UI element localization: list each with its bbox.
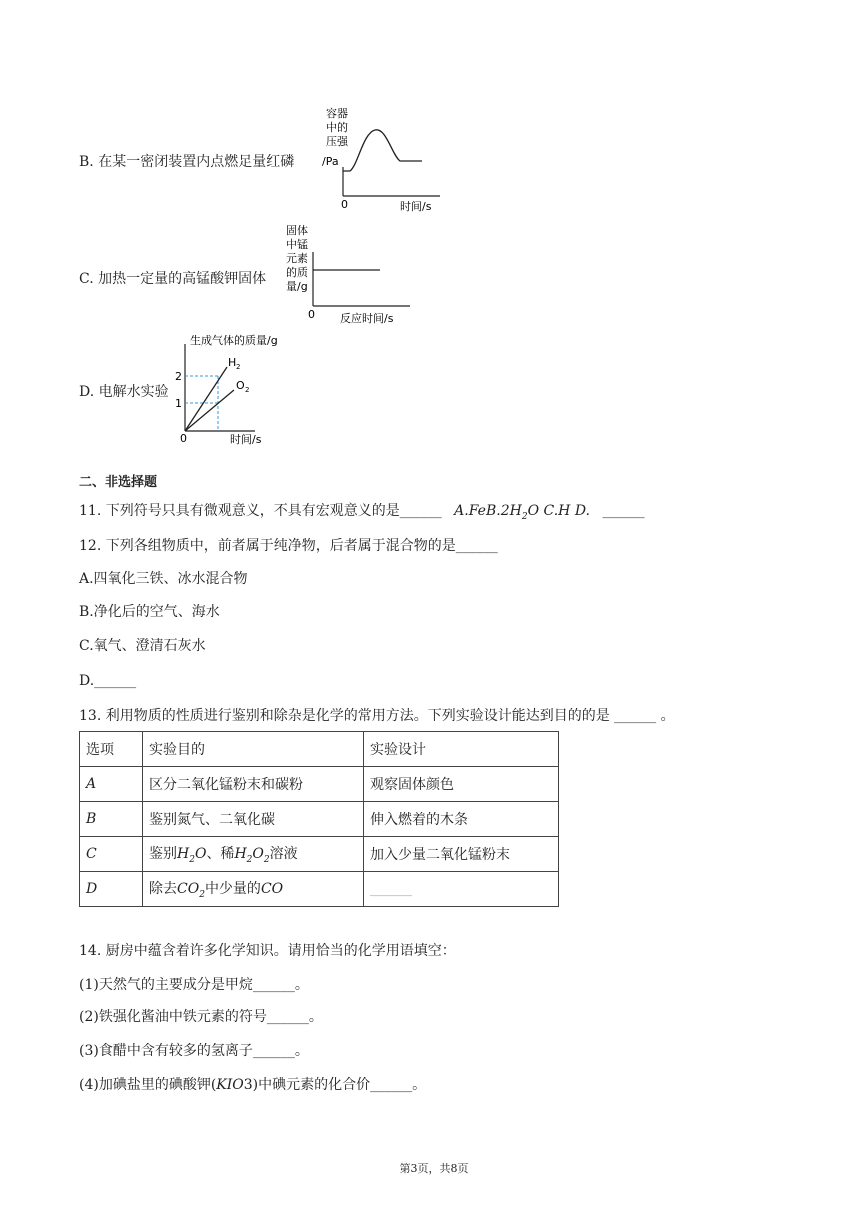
q14-part-4-pre: (4)加碘盐里的碘酸钾( — [79, 1077, 217, 1093]
q11-formula: A.FeB.2H — [454, 503, 522, 519]
question-14: 14. 厨房中蕴含着许多化学知识。请用恰当的化学用语填空： — [79, 943, 456, 959]
row-c-design: 加入少量二氧化锰粉末 — [364, 837, 559, 872]
row-d-design-blank[interactable]: ______ — [364, 872, 559, 907]
gas-origin: 0 — [180, 432, 187, 445]
gas-ytick-2: 2 — [175, 370, 182, 383]
q12-option-d[interactable]: D.______ — [79, 673, 137, 689]
section-heading: 二、非选择题 — [79, 475, 158, 490]
experiment-table — [79, 731, 559, 907]
option-d-label: D. 电解水实验 — [79, 384, 169, 400]
mn-ylabel-1: 固体 — [286, 224, 308, 237]
row-b-design: 伸入燃着的木条 — [364, 802, 559, 837]
pressure-ylabel-4: /Pa — [322, 155, 339, 168]
header-goal: 实验目的 — [143, 732, 364, 767]
q11-text: 11. 下列符号只具有微观意义，不具有宏观意义的是______ — [79, 503, 442, 519]
q14-part-4 — [79, 1076, 426, 1094]
option-b-label: B. 在某一密闭装置内点燃足量红磷 — [79, 154, 295, 170]
table-row — [80, 872, 559, 907]
h2-line — [185, 367, 227, 431]
table-row — [80, 837, 559, 872]
row-d-goal — [143, 872, 364, 907]
mn-ylabel-5: 量/g — [286, 280, 308, 293]
row-c-formula-2-sub2: 2 — [263, 854, 270, 865]
q11-formula-rest: O C.H D. — [527, 503, 590, 519]
table-row — [80, 802, 559, 837]
row-d-goal-mid: 中少量的 — [204, 881, 261, 898]
row-b-goal: 鉴别氮气、二氧化碳 — [143, 802, 364, 837]
row-c-option: C — [80, 837, 143, 872]
electrolysis-graph — [170, 330, 300, 450]
pressure-origin: 0 — [341, 198, 348, 211]
mn-xlabel: 反应时间/s — [340, 312, 394, 325]
o2-label: O — [236, 379, 245, 392]
q11-formula-sub: 2 — [521, 511, 528, 522]
h2-label: H — [228, 356, 237, 369]
row-d-formula-1-sub: 2 — [199, 889, 205, 900]
table-header-row — [80, 732, 559, 767]
pressure-curve — [343, 130, 422, 171]
header-option: 选项 — [80, 732, 143, 767]
row-c-goal — [143, 837, 364, 872]
mn-ylabel-4: 的质 — [286, 266, 308, 279]
manganese-graph — [280, 222, 420, 332]
q14-part-4-mid: 3)中碘元素的化合价 — [243, 1077, 371, 1093]
mn-ylabel-2: 中锰 — [286, 238, 308, 251]
pressure-ylabel-3: 压强 — [326, 135, 348, 148]
o2-line — [185, 390, 234, 431]
q14-part-4-blank[interactable]: ______。 — [370, 1077, 427, 1093]
option-c-label: C. 加热一定量的高锰酸钾固体 — [79, 271, 267, 287]
q14-part-1: (1)天然气的主要成分是甲烷______。 — [79, 977, 309, 993]
row-d-goal-pre: 除去 — [149, 881, 177, 898]
q12-option-a: A.四氧化三铁、冰水混合物 — [79, 571, 248, 587]
row-a-design: 观察固体颜色 — [364, 767, 559, 802]
o2-label-sub: 2 — [245, 386, 250, 394]
row-a-option: A — [80, 767, 143, 802]
row-c-formula-1-sub: 2 — [189, 854, 195, 865]
page-footer: 第3页，共8页 — [399, 1162, 469, 1175]
mn-ylabel-3: 元素 — [286, 252, 308, 265]
pressure-ylabel-1: 容器 — [326, 107, 348, 120]
q14-part-3: (3)食醋中含有较多的氢离子______。 — [79, 1043, 309, 1059]
gas-ytick-1: 1 — [175, 397, 182, 410]
q12-option-c: C.氧气、澄清石灰水 — [79, 638, 206, 654]
h2-label-sub: 2 — [236, 363, 241, 371]
q14-part-4-formula: KIO — [216, 1077, 244, 1093]
q12-option-b: B.净化后的空气、海水 — [79, 604, 220, 620]
row-c-goal-pre: 鉴别 — [149, 846, 177, 863]
row-a-goal: 区分二氧化锰粉末和碳粉 — [143, 767, 364, 802]
row-d-option: D — [80, 872, 143, 907]
row-c-formula-2-o: O — [252, 846, 264, 863]
question-11 — [79, 502, 644, 526]
header-design: 实验设计 — [364, 732, 559, 767]
row-c-formula-2-sub: 2 — [246, 854, 253, 865]
gas-xlabel: 时间/s — [230, 433, 262, 446]
q14-part-2: (2)铁强化酱油中铁元素的符号______。 — [79, 1009, 323, 1025]
pressure-graph — [300, 105, 450, 215]
question-13: 13. 利用物质的性质进行鉴别和除杂是化学的常用方法。下列实验设计能达到目的的是 ______ 。 — [79, 708, 675, 724]
question-12: 12. 下列各组物质中，前者属于纯净物，后者属于混合物的是______ — [79, 538, 498, 554]
row-b-option: B — [80, 802, 143, 837]
row-c-formula-1: H — [177, 846, 190, 863]
q11-tail-blank[interactable]: ______ — [602, 503, 645, 519]
row-d-formula-1: CO — [177, 881, 200, 898]
row-c-goal-mid: 、稀 — [206, 846, 235, 863]
row-c-formula-1-o: O — [194, 846, 207, 863]
row-c-formula-2: H — [234, 846, 247, 863]
pressure-xlabel: 时间/s — [400, 200, 432, 213]
row-d-formula-2: CO — [260, 881, 284, 898]
table-row — [80, 767, 559, 802]
mn-origin: 0 — [308, 308, 315, 321]
row-c-goal-post: 溶液 — [269, 846, 298, 863]
pressure-ylabel-2: 中的 — [326, 121, 348, 134]
gas-ylabel: 生成气体的质量/g — [190, 334, 278, 347]
